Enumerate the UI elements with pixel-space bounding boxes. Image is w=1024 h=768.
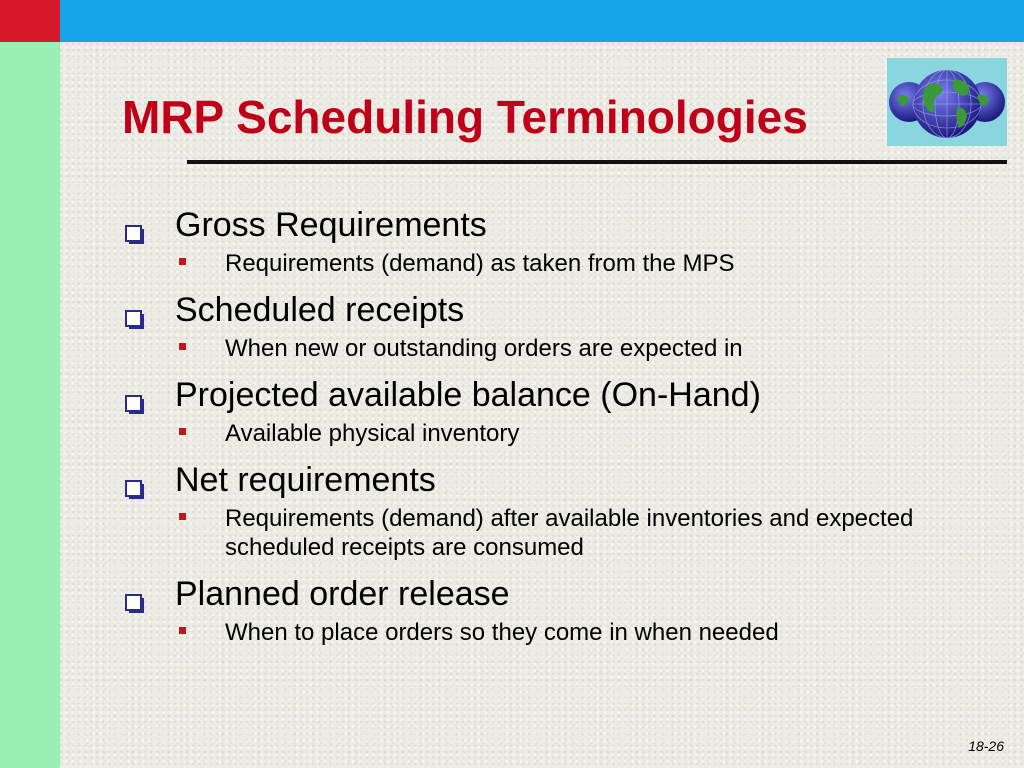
bullet-label: Scheduled receipts bbox=[175, 291, 465, 329]
sub-bullet-label: Requirements (demand) as taken from the MPS bbox=[225, 250, 735, 277]
top-band bbox=[60, 0, 1024, 42]
corner-accent bbox=[0, 0, 60, 42]
square-bullet-icon bbox=[179, 258, 186, 265]
sub-bullet-item bbox=[122, 618, 1002, 647]
bullet-item bbox=[122, 375, 1002, 415]
checkbox-bullet-icon bbox=[125, 214, 145, 234]
sub-bullet-item bbox=[122, 249, 1002, 278]
sub-bullet-label: Requirements (demand) after available inventories and expected scheduled receipts are consumed bbox=[225, 505, 914, 561]
square-bullet-icon bbox=[179, 513, 186, 520]
bullet-item bbox=[122, 460, 1002, 500]
bullet-label: Gross Requirements bbox=[175, 206, 487, 244]
square-bullet-icon bbox=[179, 428, 186, 435]
checkbox-bullet-icon bbox=[125, 299, 145, 319]
bullet-item bbox=[122, 205, 1002, 245]
bullet-list bbox=[122, 205, 1002, 659]
sub-bullet-label: Available physical inventory bbox=[225, 420, 520, 447]
sub-bullet-item bbox=[122, 419, 1002, 448]
bullet-item bbox=[122, 574, 1002, 614]
sub-bullet-label: When to place orders so they come in when needed bbox=[225, 619, 779, 646]
left-band bbox=[0, 42, 60, 768]
square-bullet-icon bbox=[179, 627, 186, 634]
square-bullet-icon bbox=[179, 343, 186, 350]
page-number: 18-26 bbox=[968, 738, 1004, 754]
title-underline bbox=[187, 160, 1007, 164]
bullet-label: Planned order release bbox=[175, 575, 510, 613]
bullet-label: Projected available balance (On-Hand) bbox=[175, 376, 761, 414]
globe-icon bbox=[887, 58, 1007, 146]
sub-bullet-item bbox=[122, 504, 1002, 562]
sub-bullet-item bbox=[122, 334, 1002, 363]
slide-title: MRP Scheduling Terminologies bbox=[122, 91, 808, 143]
checkbox-bullet-icon bbox=[125, 384, 145, 404]
bullet-item bbox=[122, 290, 1002, 330]
sub-bullet-label: When new or outstanding orders are expected in bbox=[225, 335, 743, 362]
bullet-label: Net requirements bbox=[175, 461, 436, 499]
checkbox-bullet-icon bbox=[125, 469, 145, 489]
checkbox-bullet-icon bbox=[125, 583, 145, 603]
